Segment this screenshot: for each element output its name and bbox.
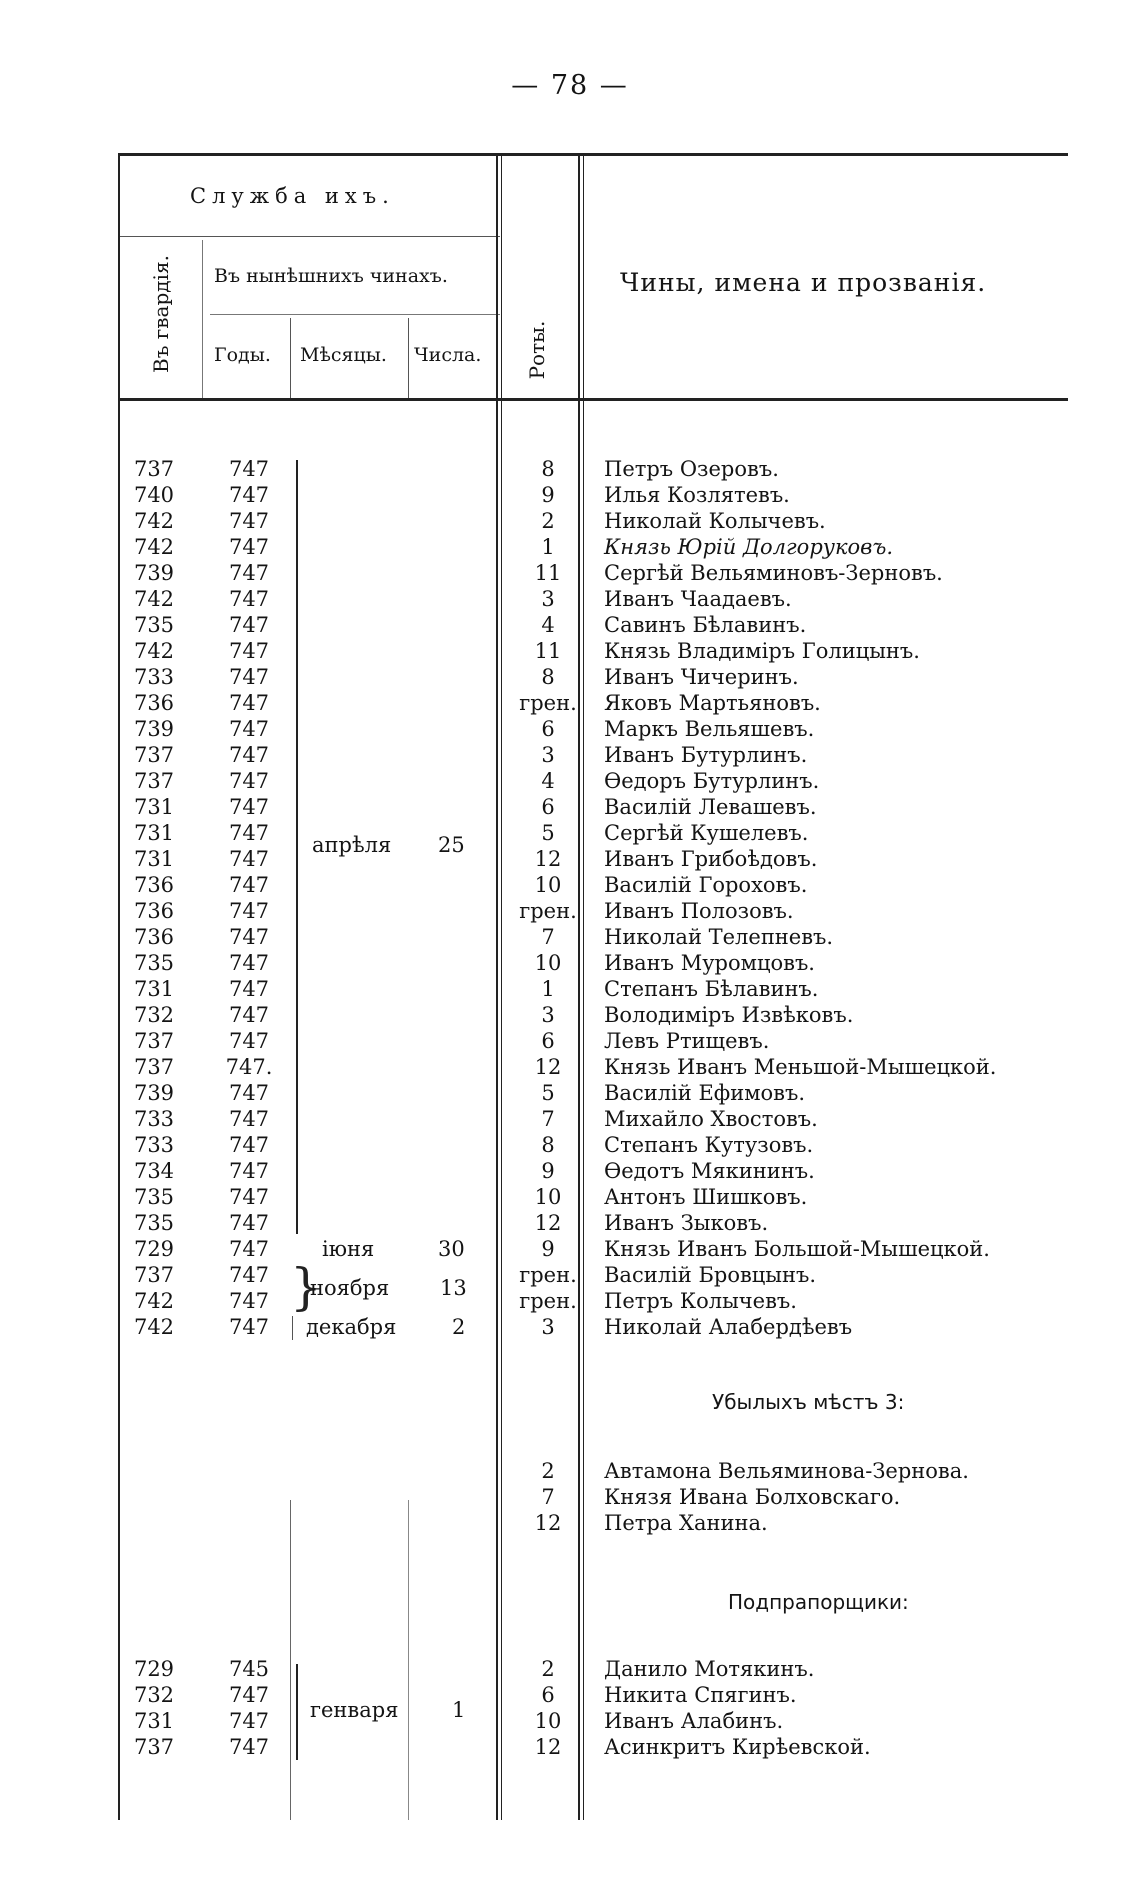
table-row: 742 747 грен. Петръ Колычевъ.: [133, 1289, 797, 1313]
ensign-row: 729 745 2 Данило Мотякинъ.: [133, 1657, 815, 1681]
companies-header: Роты.: [525, 320, 549, 380]
table-row: 742 747 2 Николай Колычевъ.: [133, 509, 826, 533]
table-row: 737 747. 12 Князь Иванъ Меньшой-Мышецкой.: [133, 1055, 997, 1079]
service-title: Служба ихъ.: [190, 184, 395, 208]
june-month-label: іюня: [322, 1237, 375, 1261]
table-row: 735 747 4 Савинъ Бѣлавинъ.: [133, 613, 807, 637]
table-row: 731 747 6 Василій Левашевъ.: [133, 795, 817, 819]
table-row: 742 747 3 Иванъ Чаадаевъ.: [133, 587, 792, 611]
ranks-underline: [210, 314, 500, 315]
table-row: 737 747 8 Петръ Озеровъ.: [133, 457, 779, 481]
april-bracket-line: [296, 460, 298, 1234]
years-col-divider: [290, 318, 291, 398]
table-row: 731 747 5 Сергѣй Кушелевъ.: [133, 821, 809, 845]
november-month-label: ноября: [310, 1276, 390, 1300]
names-title: Чины, имена и прозванія.: [620, 268, 987, 297]
service-underline: [118, 236, 500, 237]
table-row: 737 747 3 Иванъ Бутурлинъ.: [133, 743, 808, 767]
in-guard-header: Въ гвардія.: [149, 255, 173, 373]
table-row: 734 747 9 Өедотъ Мякининъ.: [133, 1159, 815, 1183]
ensign-row: 737 747 12 Асинкритъ Кирѣевской.: [133, 1735, 871, 1759]
table-row: 742 747 3 Николай Алабердѣевъ: [133, 1315, 853, 1339]
december-bracket-line: [292, 1316, 293, 1340]
guard-col-divider: [202, 240, 203, 398]
table-row: 737 747 грен. Василій Бровцынъ.: [133, 1263, 817, 1287]
table-row: 736 747 10 Василій Гороховъ.: [133, 873, 808, 897]
december-day-label: 2: [452, 1315, 466, 1339]
table-row: 731 747 1 Степанъ Бѣлавинъ.: [133, 977, 819, 1001]
table-top-rule: [118, 153, 1068, 156]
months-header: Мѣсяцы.: [300, 344, 387, 366]
vacancies-title: Убылыхъ мѣстъ 3:: [712, 1390, 905, 1414]
table-row: 736 747 грен. Иванъ Полозовъ.: [133, 899, 794, 923]
table-row: 740 747 9 Илья Козлятевъ.: [133, 483, 790, 507]
january-month-label: генваря: [310, 1698, 399, 1722]
november-brace: }: [290, 1258, 322, 1316]
table-row: 736 747 7 Николай Телепневъ.: [133, 925, 834, 949]
header-bottom-rule: [118, 398, 1068, 401]
ensigns-title: Подпрапорщики:: [728, 1590, 909, 1614]
table-row: 735 747 10 Иванъ Муромцовъ.: [133, 951, 815, 975]
table-row: 735 747 10 Антонъ Шишковъ.: [133, 1185, 808, 1209]
ensign-row: 732 747 6 Никита Спягинъ.: [133, 1683, 797, 1707]
current-ranks-header: Въ нынѣшнихъ чинахъ.: [214, 265, 448, 287]
january-bracket-line: [296, 1664, 298, 1760]
table-row: 735 747 12 Иванъ Зыковъ.: [133, 1211, 769, 1235]
table-row: 733 747 8 Степанъ Кутузовъ.: [133, 1133, 814, 1157]
years-header: Годы.: [214, 344, 271, 366]
table-row: 737 747 4 Өедоръ Бутурлинъ.: [133, 769, 820, 793]
table-row: 739 747 5 Василій Ефимовъ.: [133, 1081, 806, 1105]
table-row: 739 747 6 Маркъ Вельяшевъ.: [133, 717, 815, 741]
vacancy-row: 2 Автамона Вельяминова-Зернова.: [541, 1459, 969, 1483]
table-row: 742 747 11 Князь Владиміръ Голицынъ.: [133, 639, 920, 663]
november-day-label: 13: [440, 1276, 467, 1300]
april-day-label: 25: [438, 833, 465, 857]
vacancy-row: 7 Князя Ивана Болховскаго.: [541, 1485, 901, 1509]
table-row: 739 747 11 Сергѣй Вельяминовъ-Зерновъ.: [133, 561, 943, 585]
april-month-label: апрѣля: [312, 833, 392, 857]
table-row: 733 747 8 Иванъ Чичеринъ.: [133, 665, 799, 689]
december-month-label: декабря: [306, 1315, 397, 1339]
page-number: — 78 —: [511, 70, 629, 101]
table-row: 736 747 грен. Яковъ Мартьяновъ.: [133, 691, 821, 715]
table-row: 729 747 9 Князь Иванъ Большой-Мышецкой.: [133, 1237, 990, 1261]
table-row: 742 747 1 Князь Юрій Долгоруковъ.: [133, 535, 894, 559]
table-row: 732 747 3 Володиміръ Извѣковъ.: [133, 1003, 854, 1027]
table-row: 731 747 12 Иванъ Грибоѣдовъ.: [133, 847, 818, 871]
table-row: 737 747 6 Левъ Ртищевъ.: [133, 1029, 770, 1053]
days-header: Числа.: [414, 344, 482, 366]
table-row: 733 747 7 Михайло Хвостовъ.: [133, 1107, 818, 1131]
months-col-divider: [408, 318, 409, 398]
june-day-label: 30: [438, 1237, 465, 1261]
ensign-row: 731 747 10 Иванъ Алабинъ.: [133, 1709, 784, 1733]
january-day-label: 1: [452, 1698, 466, 1722]
vacancy-row: 12 Петра Ханина.: [534, 1511, 768, 1535]
